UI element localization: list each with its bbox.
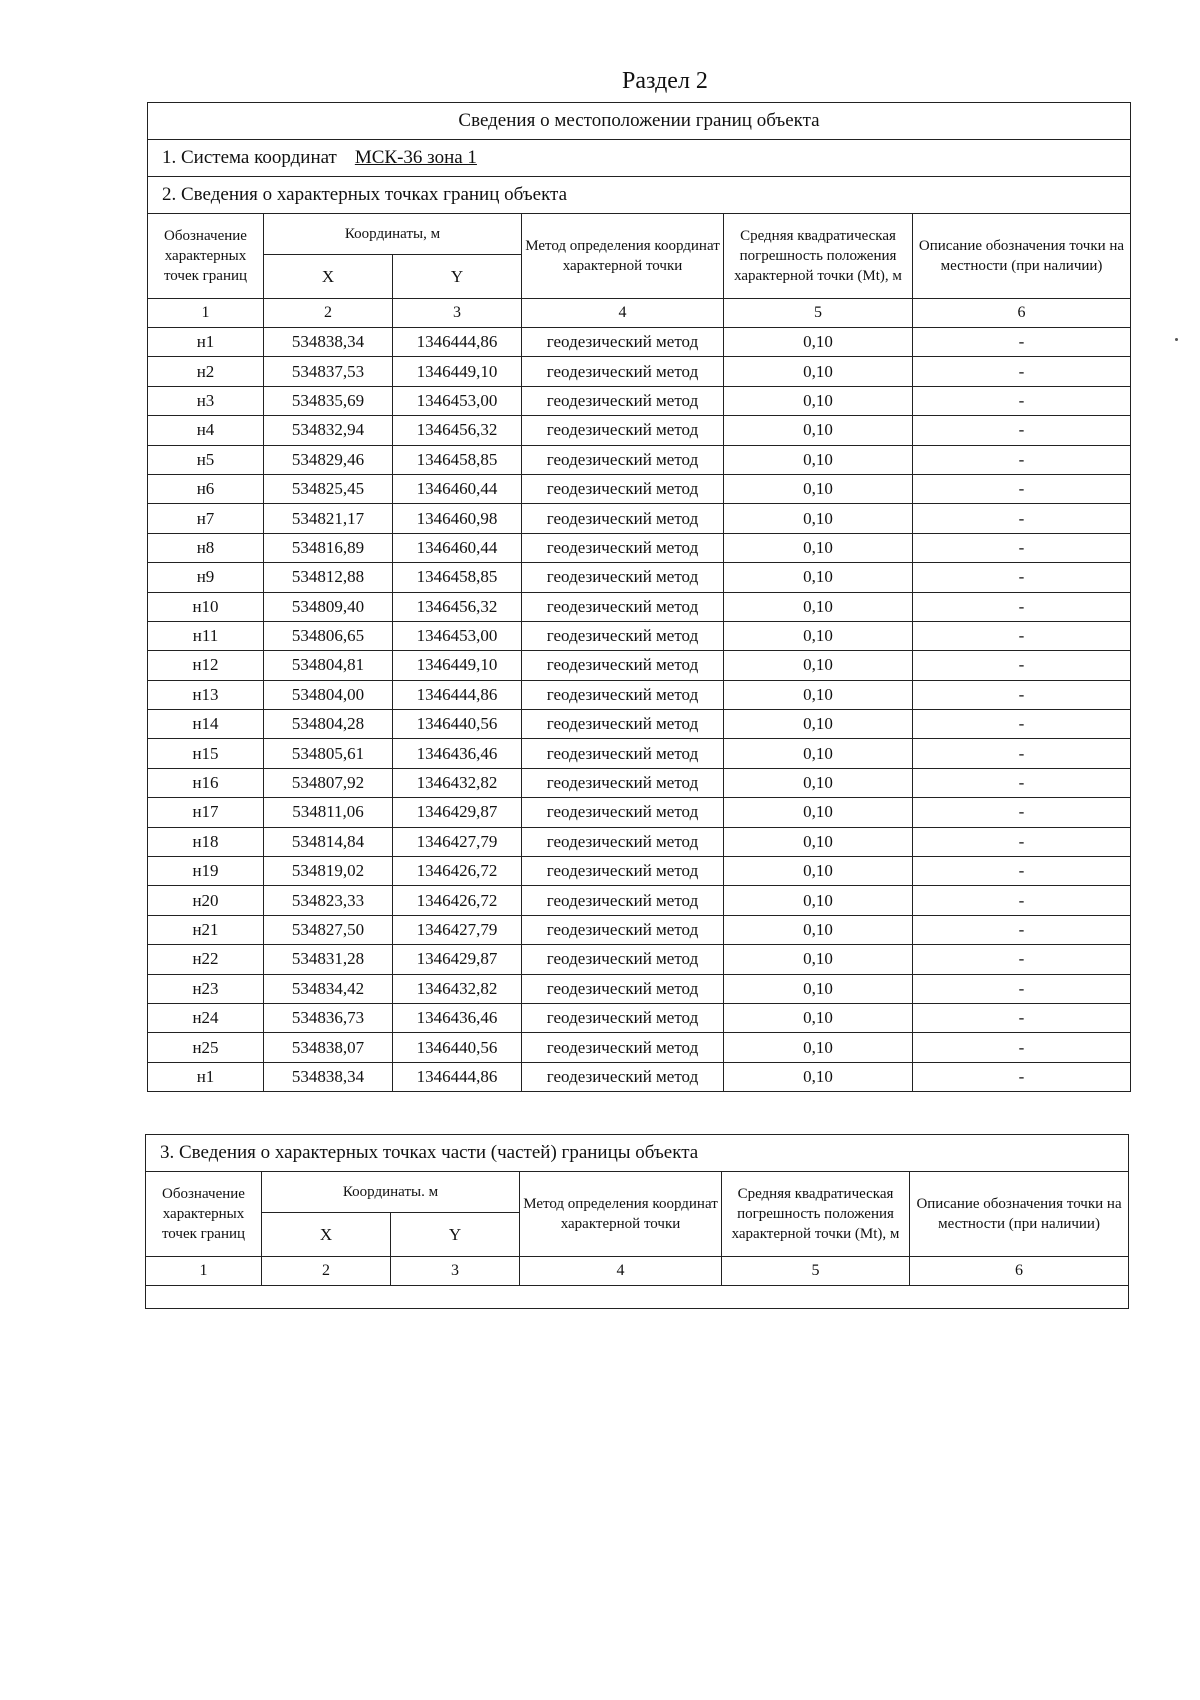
part-col-error: Средняя квадратическая погрешность положения характерной точки (Mt), м	[722, 1172, 910, 1257]
point-mt: 0,10	[724, 974, 913, 1003]
point-y: 1346426,72	[393, 857, 522, 886]
point-mt: 0,10	[724, 1062, 913, 1091]
table-row	[148, 1003, 1131, 1032]
point-mt: 0,10	[724, 386, 913, 415]
point-id: н4	[148, 416, 264, 445]
point-id: н10	[148, 592, 264, 621]
point-mt: 0,10	[724, 563, 913, 592]
col-designation: Обозначение характерных точек границ	[148, 214, 264, 299]
col-x: X	[264, 255, 393, 299]
point-y: 1346432,82	[393, 768, 522, 797]
point-mt: 0,10	[724, 739, 913, 768]
point-x: 534819,02	[264, 857, 393, 886]
point-x: 534838,34	[264, 1062, 393, 1091]
point-mt: 0,10	[724, 474, 913, 503]
point-x: 534804,81	[264, 651, 393, 680]
table-row	[148, 592, 1131, 621]
point-id: н15	[148, 739, 264, 768]
boundary-sheet	[147, 102, 1130, 1092]
point-y: 1346440,56	[393, 1033, 522, 1062]
point-id: н2	[148, 357, 264, 386]
point-x: 534825,45	[264, 474, 393, 503]
point-id: н7	[148, 504, 264, 533]
point-desc: -	[913, 798, 1131, 827]
point-method: геодезический метод	[522, 357, 724, 386]
point-mt: 0,10	[724, 915, 913, 944]
table-row	[148, 945, 1131, 974]
point-desc: -	[913, 504, 1131, 533]
point-y: 1346456,32	[393, 416, 522, 445]
point-desc: -	[913, 857, 1131, 886]
point-method: геодезический метод	[522, 680, 724, 709]
point-method: геодезический метод	[522, 710, 724, 739]
point-desc: -	[913, 357, 1131, 386]
point-mt: 0,10	[724, 1033, 913, 1062]
point-x: 534812,88	[264, 563, 393, 592]
page-title: Раздел 2	[622, 68, 708, 94]
point-y: 1346444,86	[393, 1062, 522, 1091]
table-row	[148, 328, 1131, 357]
point-desc: -	[913, 886, 1131, 915]
point-method: геодезический метод	[522, 1033, 724, 1062]
boundary-table	[147, 102, 1131, 1092]
section-title: Сведения о местоположении границ объекта	[148, 103, 1131, 140]
point-mt: 0,10	[724, 504, 913, 533]
col-number: 3	[391, 1257, 520, 1286]
point-mt: 0,10	[724, 886, 913, 915]
point-mt: 0,10	[724, 621, 913, 650]
point-desc: -	[913, 974, 1131, 1003]
point-y: 1346440,56	[393, 710, 522, 739]
point-x: 534836,73	[264, 1003, 393, 1032]
point-x: 534823,33	[264, 886, 393, 915]
point-mt: 0,10	[724, 1003, 913, 1032]
point-desc: -	[913, 474, 1131, 503]
point-x: 534814,84	[264, 827, 393, 856]
point-method: геодезический метод	[522, 416, 724, 445]
point-id: н6	[148, 474, 264, 503]
table-row	[148, 416, 1131, 445]
point-desc: -	[913, 592, 1131, 621]
point-x: 534816,89	[264, 533, 393, 562]
point-y: 1346427,79	[393, 827, 522, 856]
point-y: 1346436,46	[393, 1003, 522, 1032]
point-x: 534809,40	[264, 592, 393, 621]
point-mt: 0,10	[724, 710, 913, 739]
point-method: геодезический метод	[522, 563, 724, 592]
point-y: 1346427,79	[393, 915, 522, 944]
point-y: 1346458,85	[393, 445, 522, 474]
point-method: геодезический метод	[522, 592, 724, 621]
point-method: геодезический метод	[522, 886, 724, 915]
part-boundary-table	[145, 1134, 1129, 1309]
point-mt: 0,10	[724, 357, 913, 386]
point-y: 1346458,85	[393, 563, 522, 592]
point-id: н5	[148, 445, 264, 474]
point-method: геодезический метод	[522, 386, 724, 415]
part-col-designation: Обозначение характерных точек границ	[146, 1172, 262, 1257]
part-boundary-sheet	[145, 1134, 1128, 1309]
point-x: 534838,07	[264, 1033, 393, 1062]
point-id: н1	[148, 1062, 264, 1091]
point-desc: -	[913, 533, 1131, 562]
point-id: н21	[148, 915, 264, 944]
point-mt: 0,10	[724, 651, 913, 680]
point-desc: -	[913, 416, 1131, 445]
point-desc: -	[913, 621, 1131, 650]
col-number: 5	[724, 299, 913, 328]
point-id: н13	[148, 680, 264, 709]
point-method: геодезический метод	[522, 945, 724, 974]
point-method: геодезический метод	[522, 827, 724, 856]
point-mt: 0,10	[724, 945, 913, 974]
part-column-numbers	[146, 1257, 1129, 1286]
point-y: 1346429,87	[393, 798, 522, 827]
point-mt: 0,10	[724, 768, 913, 797]
point-id: н11	[148, 621, 264, 650]
point-id: н18	[148, 827, 264, 856]
point-id: н12	[148, 651, 264, 680]
col-number: 1	[146, 1257, 262, 1286]
point-method: геодезический метод	[522, 328, 724, 357]
point-desc: -	[913, 1062, 1131, 1091]
point-id: н22	[148, 945, 264, 974]
point-id: н24	[148, 1003, 264, 1032]
point-mt: 0,10	[724, 328, 913, 357]
table-row	[148, 1062, 1131, 1091]
table-row	[148, 563, 1131, 592]
coord-system-row	[148, 140, 1131, 177]
table-row	[148, 621, 1131, 650]
point-y: 1346460,44	[393, 474, 522, 503]
table-row	[148, 386, 1131, 415]
col-number: 2	[264, 299, 393, 328]
table-row	[148, 798, 1131, 827]
table-row	[148, 827, 1131, 856]
col-number: 6	[910, 1257, 1129, 1286]
point-id: н17	[148, 798, 264, 827]
point-desc: -	[913, 768, 1131, 797]
point-id: н9	[148, 563, 264, 592]
col-number: 4	[522, 299, 724, 328]
point-desc: -	[913, 1033, 1131, 1062]
scan-speck	[1175, 338, 1178, 341]
point-y: 1346460,98	[393, 504, 522, 533]
point-method: геодезический метод	[522, 621, 724, 650]
coord-system-value: МСК-36 зона 1	[354, 147, 477, 168]
point-desc: -	[913, 563, 1131, 592]
point-y: 1346426,72	[393, 886, 522, 915]
point-x: 534832,94	[264, 416, 393, 445]
col-error: Средняя квадратическая погрешность положения характерной точки (Mt), м	[724, 214, 913, 299]
table-row	[148, 739, 1131, 768]
point-y: 1346436,46	[393, 739, 522, 768]
point-method: геодезический метод	[522, 768, 724, 797]
table-row	[148, 974, 1131, 1003]
point-desc: -	[913, 328, 1131, 357]
empty-row	[146, 1286, 1129, 1309]
point-x: 534821,17	[264, 504, 393, 533]
point-desc: -	[913, 739, 1131, 768]
point-id: н25	[148, 1033, 264, 1062]
point-y: 1346429,87	[393, 945, 522, 974]
point-desc: -	[913, 710, 1131, 739]
point-x: 534811,06	[264, 798, 393, 827]
table-row	[148, 474, 1131, 503]
point-method: геодезический метод	[522, 445, 724, 474]
point-method: геодезический метод	[522, 1062, 724, 1091]
point-id: н1	[148, 328, 264, 357]
part-col-y: Y	[391, 1213, 520, 1257]
point-mt: 0,10	[724, 445, 913, 474]
point-desc: -	[913, 915, 1131, 944]
point-x: 534831,28	[264, 945, 393, 974]
point-x: 534829,46	[264, 445, 393, 474]
point-desc: -	[913, 386, 1131, 415]
table-row	[148, 680, 1131, 709]
point-mt: 0,10	[724, 680, 913, 709]
point-y: 1346449,10	[393, 357, 522, 386]
point-y: 1346460,44	[393, 533, 522, 562]
point-id: н14	[148, 710, 264, 739]
col-number: 4	[520, 1257, 722, 1286]
point-method: геодезический метод	[522, 474, 724, 503]
table-row	[148, 504, 1131, 533]
point-x: 534835,69	[264, 386, 393, 415]
point-y: 1346444,86	[393, 680, 522, 709]
col-description: Описание обозначения точки на местности (при наличии)	[913, 214, 1131, 299]
point-desc: -	[913, 651, 1131, 680]
point-x: 534827,50	[264, 915, 393, 944]
col-number: 5	[722, 1257, 910, 1286]
point-y: 1346453,00	[393, 621, 522, 650]
point-method: геодезический метод	[522, 798, 724, 827]
point-mt: 0,10	[724, 416, 913, 445]
point-y: 1346449,10	[393, 651, 522, 680]
point-desc: -	[913, 945, 1131, 974]
col-method: Метод определения координат характерной точки	[522, 214, 724, 299]
coord-system-label: 1. Система координат	[162, 147, 337, 168]
table-row	[148, 710, 1131, 739]
table-row	[148, 857, 1131, 886]
point-x: 534807,92	[264, 768, 393, 797]
point-id: н19	[148, 857, 264, 886]
point-method: геодезический метод	[522, 974, 724, 1003]
point-y: 1346444,86	[393, 328, 522, 357]
table-row	[148, 533, 1131, 562]
point-id: н16	[148, 768, 264, 797]
table-row	[148, 357, 1131, 386]
part-heading: 3. Сведения о характерных точках части (частей) границы объекта	[146, 1135, 1129, 1172]
point-id: н20	[148, 886, 264, 915]
point-x: 534804,28	[264, 710, 393, 739]
point-x: 534805,61	[264, 739, 393, 768]
table-row	[148, 1033, 1131, 1062]
col-number: 2	[262, 1257, 391, 1286]
column-numbers	[148, 299, 1131, 328]
point-method: геодезический метод	[522, 1003, 724, 1032]
point-desc: -	[913, 680, 1131, 709]
point-mt: 0,10	[724, 857, 913, 886]
point-desc: -	[913, 827, 1131, 856]
point-x: 534804,00	[264, 680, 393, 709]
point-id: н8	[148, 533, 264, 562]
point-x: 534806,65	[264, 621, 393, 650]
point-method: геодезический метод	[522, 533, 724, 562]
point-y: 1346456,32	[393, 592, 522, 621]
table-row	[148, 886, 1131, 915]
point-x: 534834,42	[264, 974, 393, 1003]
point-method: геодезический метод	[522, 504, 724, 533]
table-row	[148, 445, 1131, 474]
part-col-x: X	[262, 1213, 391, 1257]
point-y: 1346453,00	[393, 386, 522, 415]
point-mt: 0,10	[724, 533, 913, 562]
point-method: геодезический метод	[522, 857, 724, 886]
point-y: 1346432,82	[393, 974, 522, 1003]
col-coords: Координаты, м	[264, 214, 522, 255]
part-col-coords: Координаты. м	[262, 1172, 520, 1213]
table-row	[148, 915, 1131, 944]
point-mt: 0,10	[724, 827, 913, 856]
col-y: Y	[393, 255, 522, 299]
col-number: 3	[393, 299, 522, 328]
part-col-description: Описание обозначения точки на местности (при наличии)	[910, 1172, 1129, 1257]
col-number: 1	[148, 299, 264, 328]
point-x: 534837,53	[264, 357, 393, 386]
table-row	[148, 651, 1131, 680]
table-row	[148, 768, 1131, 797]
point-desc: -	[913, 1003, 1131, 1032]
points-heading: 2. Сведения о характерных точках границ объекта	[148, 177, 1131, 214]
part-col-method: Метод определения координат характерной точки	[520, 1172, 722, 1257]
point-method: геодезический метод	[522, 651, 724, 680]
point-desc: -	[913, 445, 1131, 474]
point-method: геодезический метод	[522, 739, 724, 768]
point-id: н23	[148, 974, 264, 1003]
point-x: 534838,34	[264, 328, 393, 357]
point-mt: 0,10	[724, 592, 913, 621]
col-number: 6	[913, 299, 1131, 328]
point-mt: 0,10	[724, 798, 913, 827]
point-method: геодезический метод	[522, 915, 724, 944]
point-id: н3	[148, 386, 264, 415]
